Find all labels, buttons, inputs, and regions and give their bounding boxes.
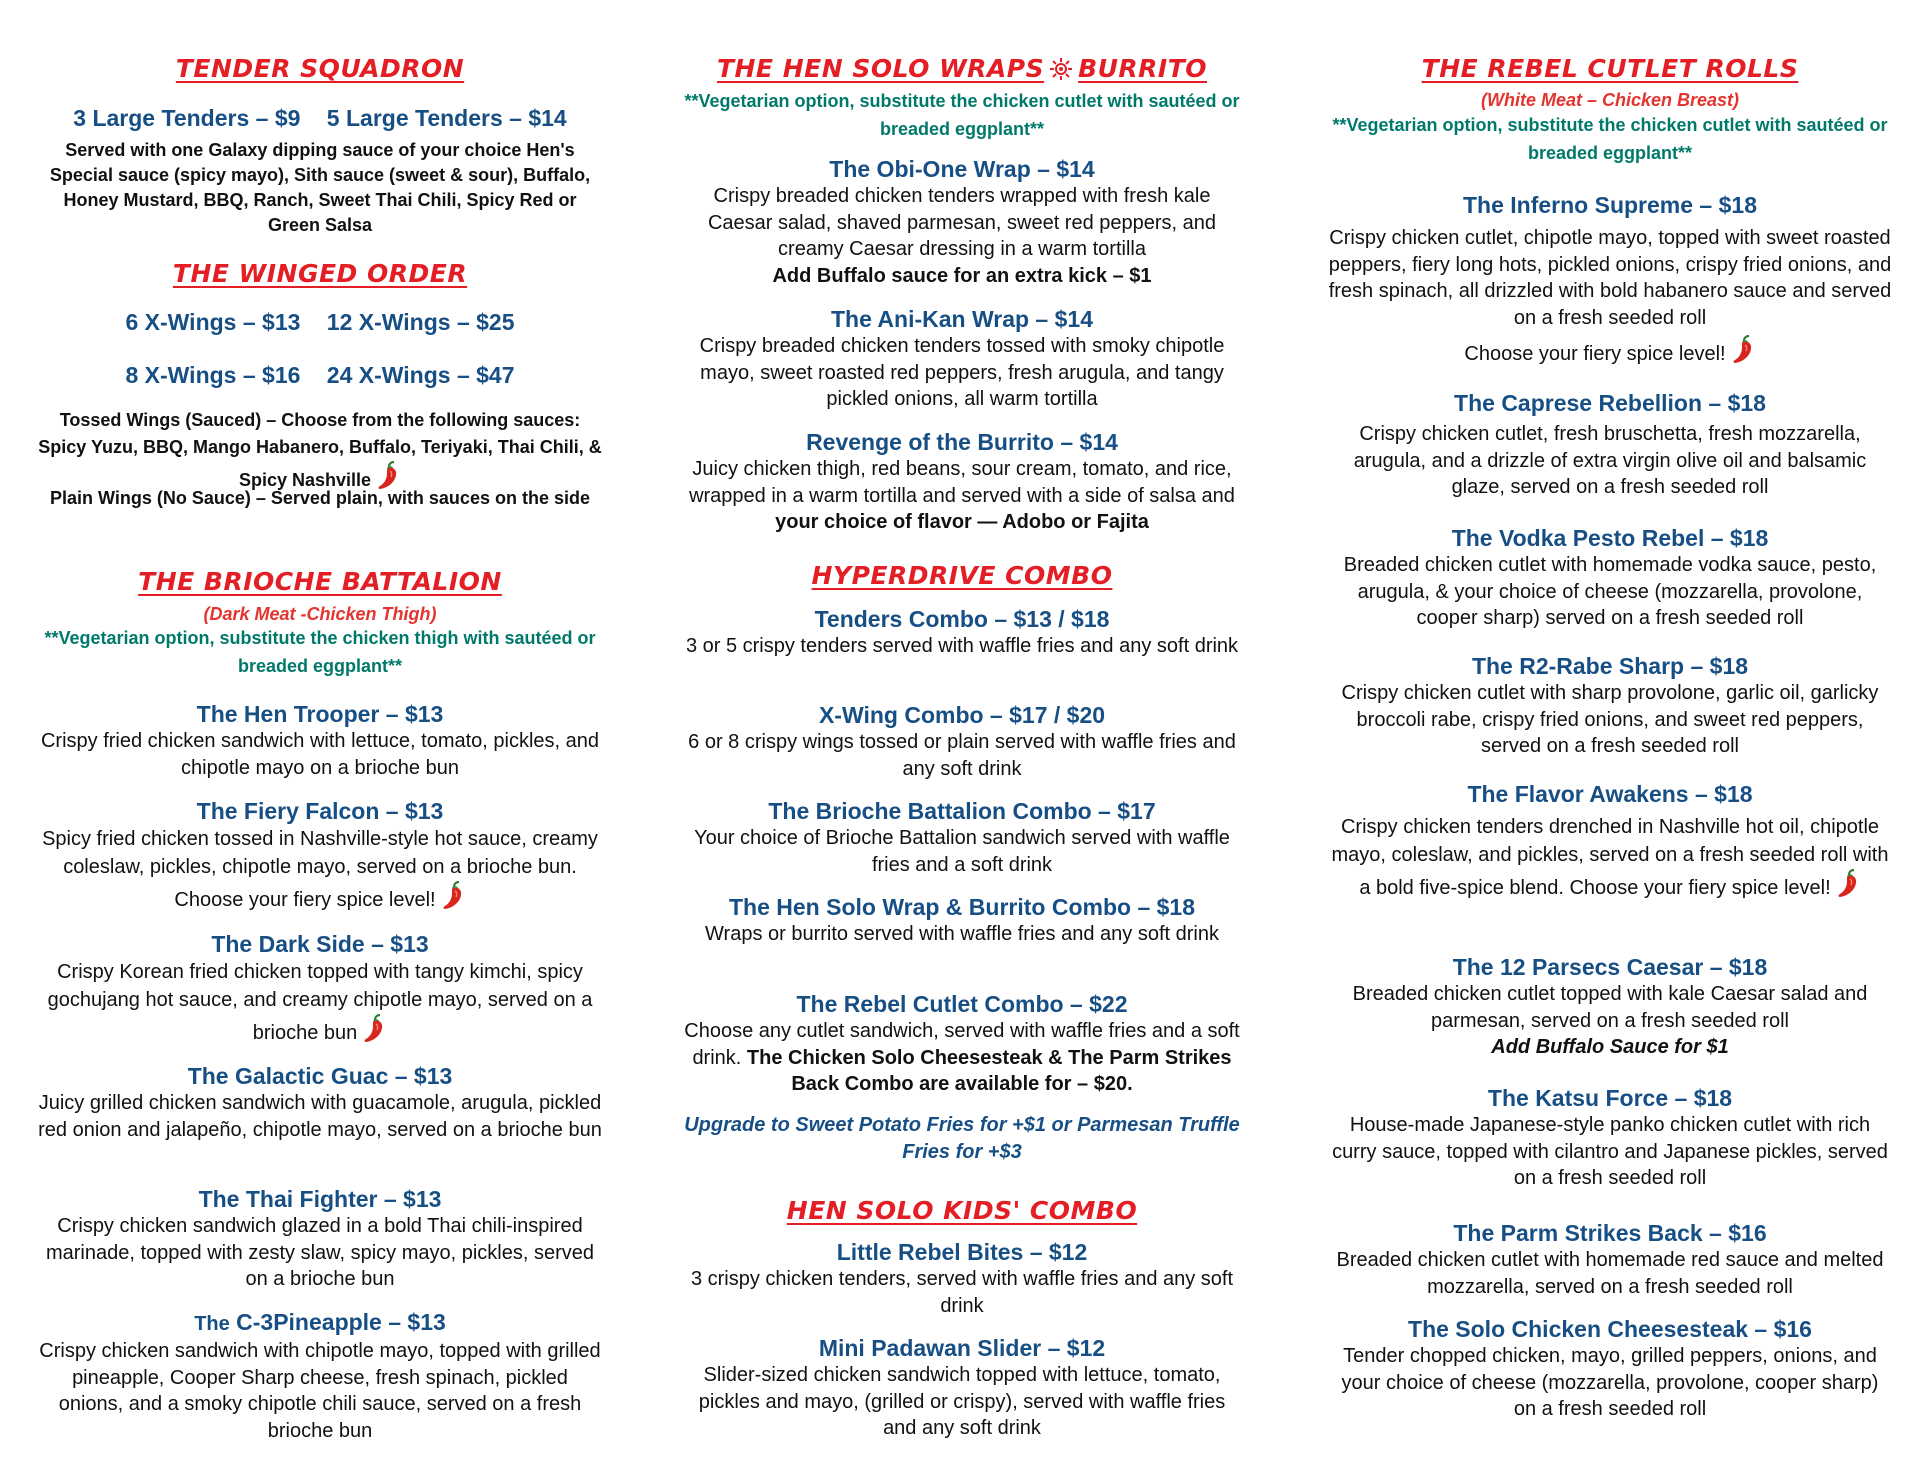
- item-title: The Vodka Pesto Rebel – $18: [1451, 525, 1769, 551]
- item-description: Crispy chicken sandwich with chipotle mayo, topped with grilled pineapple, Cooper Sharp cheese, fresh spinach, pickled onions, and a smoky chipotle chili sauce, served on a fresh brioche bun: [39, 1340, 601, 1442]
- menu-item-dark-side: [38, 930, 602, 1047]
- menu-item-parm-strikes-back: [1328, 1219, 1892, 1300]
- item-description: Crispy chicken cutlet, chipotle mayo, topped with sweet roasted peppers, fiery long hots, pickled onions, crispy fried onions, and fresh spinach, all drizzled with bold habanero sauce and served on a fresh seeded roll: [1328, 227, 1892, 329]
- menu-item-caprese-rebellion: [1328, 389, 1892, 501]
- chili-pepper-icon: [1730, 335, 1756, 365]
- item-description: Your choice of Brioche Battalion sandwich served with waffle fries and a soft drink: [694, 827, 1230, 876]
- item-description: 3 or 5 crispy tenders served with waffle fries and any soft drink: [685, 635, 1239, 657]
- sun-emblem-icon: [1050, 58, 1072, 80]
- item-description: Tender chopped chicken, mayo, grilled peppers, onions, and your choice of cheese (mozzarella, provolone, cooper sharp) on a fresh seeded roll: [1341, 1345, 1879, 1420]
- plain-wings-note: Plain Wings (No Sauce) – Served plain, with sauces on the side: [50, 488, 590, 508]
- column-middle: [680, 0, 1244, 1484]
- item-title: The Hen Solo Wrap & Burrito Combo – $18: [728, 894, 1196, 920]
- price-6-wings: 6 X-Wings – $13: [125, 309, 301, 335]
- item-title: The Caprese Rebellion – $18: [1454, 390, 1766, 416]
- item-title: The Thai Fighter – $13: [198, 1186, 442, 1212]
- section-heading-winged-order: THE WINGED ORDER: [172, 259, 468, 288]
- item-description: 6 or 8 crispy wings tossed or plain served with waffle fries and any soft drink: [688, 731, 1236, 780]
- price-12-wings: 12 X-Wings – $25: [326, 309, 515, 335]
- section-heading-brioche-battalion: THE BRIOCHE BATTALION: [138, 567, 502, 596]
- item-description: Juicy grilled chicken sandwich with guacamole, arugula, pickled red onion and jalapeño, chipotle mayo, served on a brioche bun: [38, 1092, 602, 1141]
- item-title: Little Rebel Bites – $12: [836, 1239, 1088, 1265]
- item-title: X-Wing Combo – $17 / $20: [818, 702, 1106, 728]
- wings-price-line-2: [38, 361, 602, 389]
- item-title: Revenge of the Burrito – $14: [806, 429, 1118, 455]
- item-description: Crispy Korean fried chicken topped with tangy kimchi, spicy gochujang hot sauce, and creamy chipotle mayo, served on a brioche bun: [47, 961, 593, 1044]
- section-heading-hyperdrive: HYPERDRIVE COMBO: [811, 561, 1113, 590]
- item-title: The Parm Strikes Back – $16: [1453, 1220, 1767, 1246]
- item-title: The Hen Trooper – $13: [196, 701, 444, 727]
- item-description: Slider-sized chicken sandwich topped with lettuce, tomato, pickles and mayo, (grilled or crispy), served with waffle fries and any soft drink: [698, 1364, 1226, 1439]
- item-description: Wraps or burrito served with waffle fries and any soft drink: [705, 923, 1219, 945]
- item-title: The R2-Rabe Sharp – $18: [1471, 653, 1749, 679]
- menu-item-vodka-pesto-rebel: [1328, 524, 1892, 632]
- brioche-meat-note: (Dark Meat -Chicken Thigh): [203, 604, 437, 624]
- item-title: The Rebel Cutlet Combo – $22: [796, 991, 1128, 1017]
- menu-item-xwing-combo: [680, 701, 1244, 782]
- item-description: Crispy chicken cutlet, fresh bruschetta, fresh mozzarella, arugula, and a drizzle of extra virgin olive oil and balsamic glaze, served on a fresh seeded roll: [1353, 423, 1867, 498]
- section-heading-tender-squadron: TENDER SQUADRON: [175, 54, 465, 83]
- item-title: The Obi-One Wrap – $14: [829, 156, 1095, 182]
- price-3-tenders: 3 Large Tenders – $9: [73, 105, 301, 131]
- chili-pepper-icon: [440, 881, 466, 911]
- item-title: The Dark Side – $13: [211, 931, 429, 957]
- chili-pepper-icon: [361, 1014, 387, 1044]
- tender-price-line: [38, 104, 602, 132]
- item-description: Crispy fried chicken sandwich with lettuce, tomato, pickles, and chipotle mayo on a brioche bun: [40, 730, 600, 779]
- item-description: 3 crispy chicken tenders, served with waffle fries and any soft drink: [690, 1268, 1234, 1317]
- item-description: Breaded chicken cutlet with homemade vodka sauce, pesto, arugula, & your choice of cheese (mozzarella, provolone, cooper sharp) served on a fresh seeded roll: [1343, 554, 1877, 629]
- menu-item-hen-trooper: [38, 700, 602, 781]
- menu-item-katsu-force: [1328, 1084, 1892, 1192]
- menu-item-revenge-burrito: [680, 428, 1244, 536]
- menu-item-c3pineapple: [38, 1308, 602, 1444]
- price-5-tenders: 5 Large Tenders – $14: [326, 105, 567, 131]
- menu-item-mini-padawan-slider: [680, 1334, 1244, 1442]
- item-title: Mini Padawan Slider – $12: [818, 1335, 1106, 1361]
- fries-upgrade-note: Upgrade to Sweet Potato Fries for +$1 or Parmesan Truffle Fries for +$3: [684, 1114, 1240, 1163]
- menu-item-r2-rabe-sharp: [1328, 652, 1892, 760]
- menu-item-obi-one-wrap: [680, 155, 1244, 289]
- item-title: The Ani-Kan Wrap – $14: [830, 306, 1093, 332]
- column-right: [1328, 0, 1892, 1484]
- item-description: Crispy chicken sandwich glazed in a bold Thai chili-inspired marinade, topped with zesty slaw, spicy mayo, pickles, served on a brioche bun: [45, 1215, 595, 1290]
- menu-item-galactic-guac: [38, 1062, 602, 1143]
- item-title: The Fiery Falcon – $13: [196, 798, 444, 824]
- item-description: Crispy breaded chicken tenders wrapped with fresh kale Caesar salad, shaved parmesan, sweet red peppers, and creamy Caesar dressing in a warm tortilla: [707, 185, 1217, 260]
- menu-item-inferno-supreme: [1328, 191, 1892, 368]
- section-heading-wraps: THE HEN SOLO WRAPS BURRITO: [716, 54, 1208, 83]
- item-title: The Brioche Battalion Combo – $17: [768, 798, 1156, 824]
- menu-item-wrap-burrito-combo: [680, 893, 1244, 948]
- tender-description: Served with one Galaxy dipping sauce of your choice Hen's Special sauce (spicy mayo), Sith sauce (sweet & sour), Buffalo, Honey Mustard, BBQ, Ranch, Sweet Thai Chili, Spicy Red or Green Salsa: [49, 140, 591, 235]
- price-8-wings: 8 X-Wings – $16: [125, 362, 301, 388]
- menu-item-fiery-falcon: [38, 797, 602, 914]
- menu-item-brioche-combo: [680, 797, 1244, 878]
- rolls-meat-note: (White Meat – Chicken Breast): [1480, 90, 1740, 110]
- menu-item-12-parsecs-caesar: [1328, 953, 1892, 1061]
- menu-item-solo-chicken-cheesesteak: [1328, 1315, 1892, 1423]
- item-title: The Solo Chicken Cheesesteak – $16: [1408, 1316, 1812, 1342]
- item-title: The Katsu Force – $18: [1487, 1085, 1733, 1111]
- menu-item-thai-fighter: [38, 1185, 602, 1293]
- item-description: Breaded chicken cutlet topped with kale Caesar salad and parmesan, served on a fresh seeded roll: [1352, 983, 1868, 1032]
- menu-item-ani-kan-wrap: [680, 305, 1244, 413]
- section-heading-kids-combo: HEN SOLO KIDS' COMBO: [786, 1196, 1138, 1225]
- chili-pepper-icon: [1835, 869, 1861, 899]
- tossed-wings-note: Tossed Wings (Sauced) – Choose from the following sauces: Spicy Yuzu, BBQ, Mango Habanero, Buffalo, Teriyaki, Thai Chili, & Spicy Nashville: [38, 410, 602, 490]
- column-left: [38, 0, 602, 1484]
- item-description: Crispy breaded chicken tenders tossed with smoky chipotle mayo, sweet roasted red peppers, fresh arugula, and tangy pickled onions, all warm tortilla: [699, 335, 1225, 410]
- wraps-veg-note: **Vegetarian option, substitute the chicken cutlet with sautéed or breaded eggplant**: [684, 91, 1240, 139]
- item-extra: Choose your fiery spice level!: [1328, 335, 1892, 368]
- item-description: Crispy chicken cutlet with sharp provolone, garlic oil, garlicky broccoli rabe, crispy fried onions, and sweet red peppers, served on a fresh seeded roll: [1341, 682, 1879, 757]
- item-title: The Flavor Awakens – $18: [1467, 781, 1753, 807]
- item-description: Spicy fried chicken tossed in Nashville-style hot sauce, creamy coleslaw, pickles, chipotle mayo, served on a brioche bun. Choose your fiery spice level!: [42, 828, 598, 911]
- item-title: Tenders Combo – $13 / $18: [814, 606, 1110, 632]
- item-description: Juicy chicken thigh, red beans, sour cream, tomato, and rice, wrapped in a warm tortilla and served with a side of salsa and your choice of flavor — Adobo or Fajita: [689, 458, 1235, 533]
- brioche-veg-note: **Vegetarian option, substitute the chicken thigh with sautéed or breaded eggplant**: [44, 628, 596, 676]
- item-description: House-made Japanese-style panko chicken cutlet with rich curry sauce, topped with cilantro and Japanese pickles, served on a fresh seeded roll: [1332, 1114, 1888, 1189]
- rolls-veg-note: **Vegetarian option, substitute the chicken cutlet with sautéed or breaded eggplant**: [1332, 115, 1888, 163]
- section-heading-rebel-cutlet-rolls: THE REBEL CUTLET ROLLS: [1421, 54, 1799, 83]
- menu-item-little-rebel-bites: [680, 1238, 1244, 1319]
- item-title: The 12 Parsecs Caesar – $18: [1452, 954, 1768, 980]
- menu-item-flavor-awakens: [1328, 780, 1892, 903]
- menu-item-tenders-combo: [680, 605, 1244, 660]
- menu-item-rebel-cutlet-combo: [680, 990, 1244, 1098]
- price-24-wings: 24 X-Wings – $47: [326, 362, 515, 388]
- item-extra: Add Buffalo Sauce for $1: [1491, 1036, 1729, 1058]
- wings-price-line-1: [38, 308, 602, 336]
- item-description: Breaded chicken cutlet with homemade red sauce and melted mozzarella, served on a fresh seeded roll: [1336, 1249, 1884, 1298]
- item-title: The Galactic Guac – $13: [187, 1063, 453, 1089]
- item-description: Choose any cutlet sandwich, served with waffle fries and a soft drink. The Chicken Solo Cheesesteak & The Parm Strikes Back Combo are available for – $20.: [684, 1020, 1240, 1095]
- item-title: The Inferno Supreme – $18: [1463, 192, 1757, 218]
- item-title: The C-3Pineapple – $13: [194, 1309, 446, 1335]
- item-description: Crispy chicken tenders drenched in Nashville hot oil, chipotle mayo, coleslaw, and pickles, served on a fresh seeded roll with a bold five-spice blend. Choose your fiery spice level!: [1331, 816, 1889, 899]
- item-extra: Add Buffalo sauce for an extra kick – $1: [772, 264, 1152, 287]
